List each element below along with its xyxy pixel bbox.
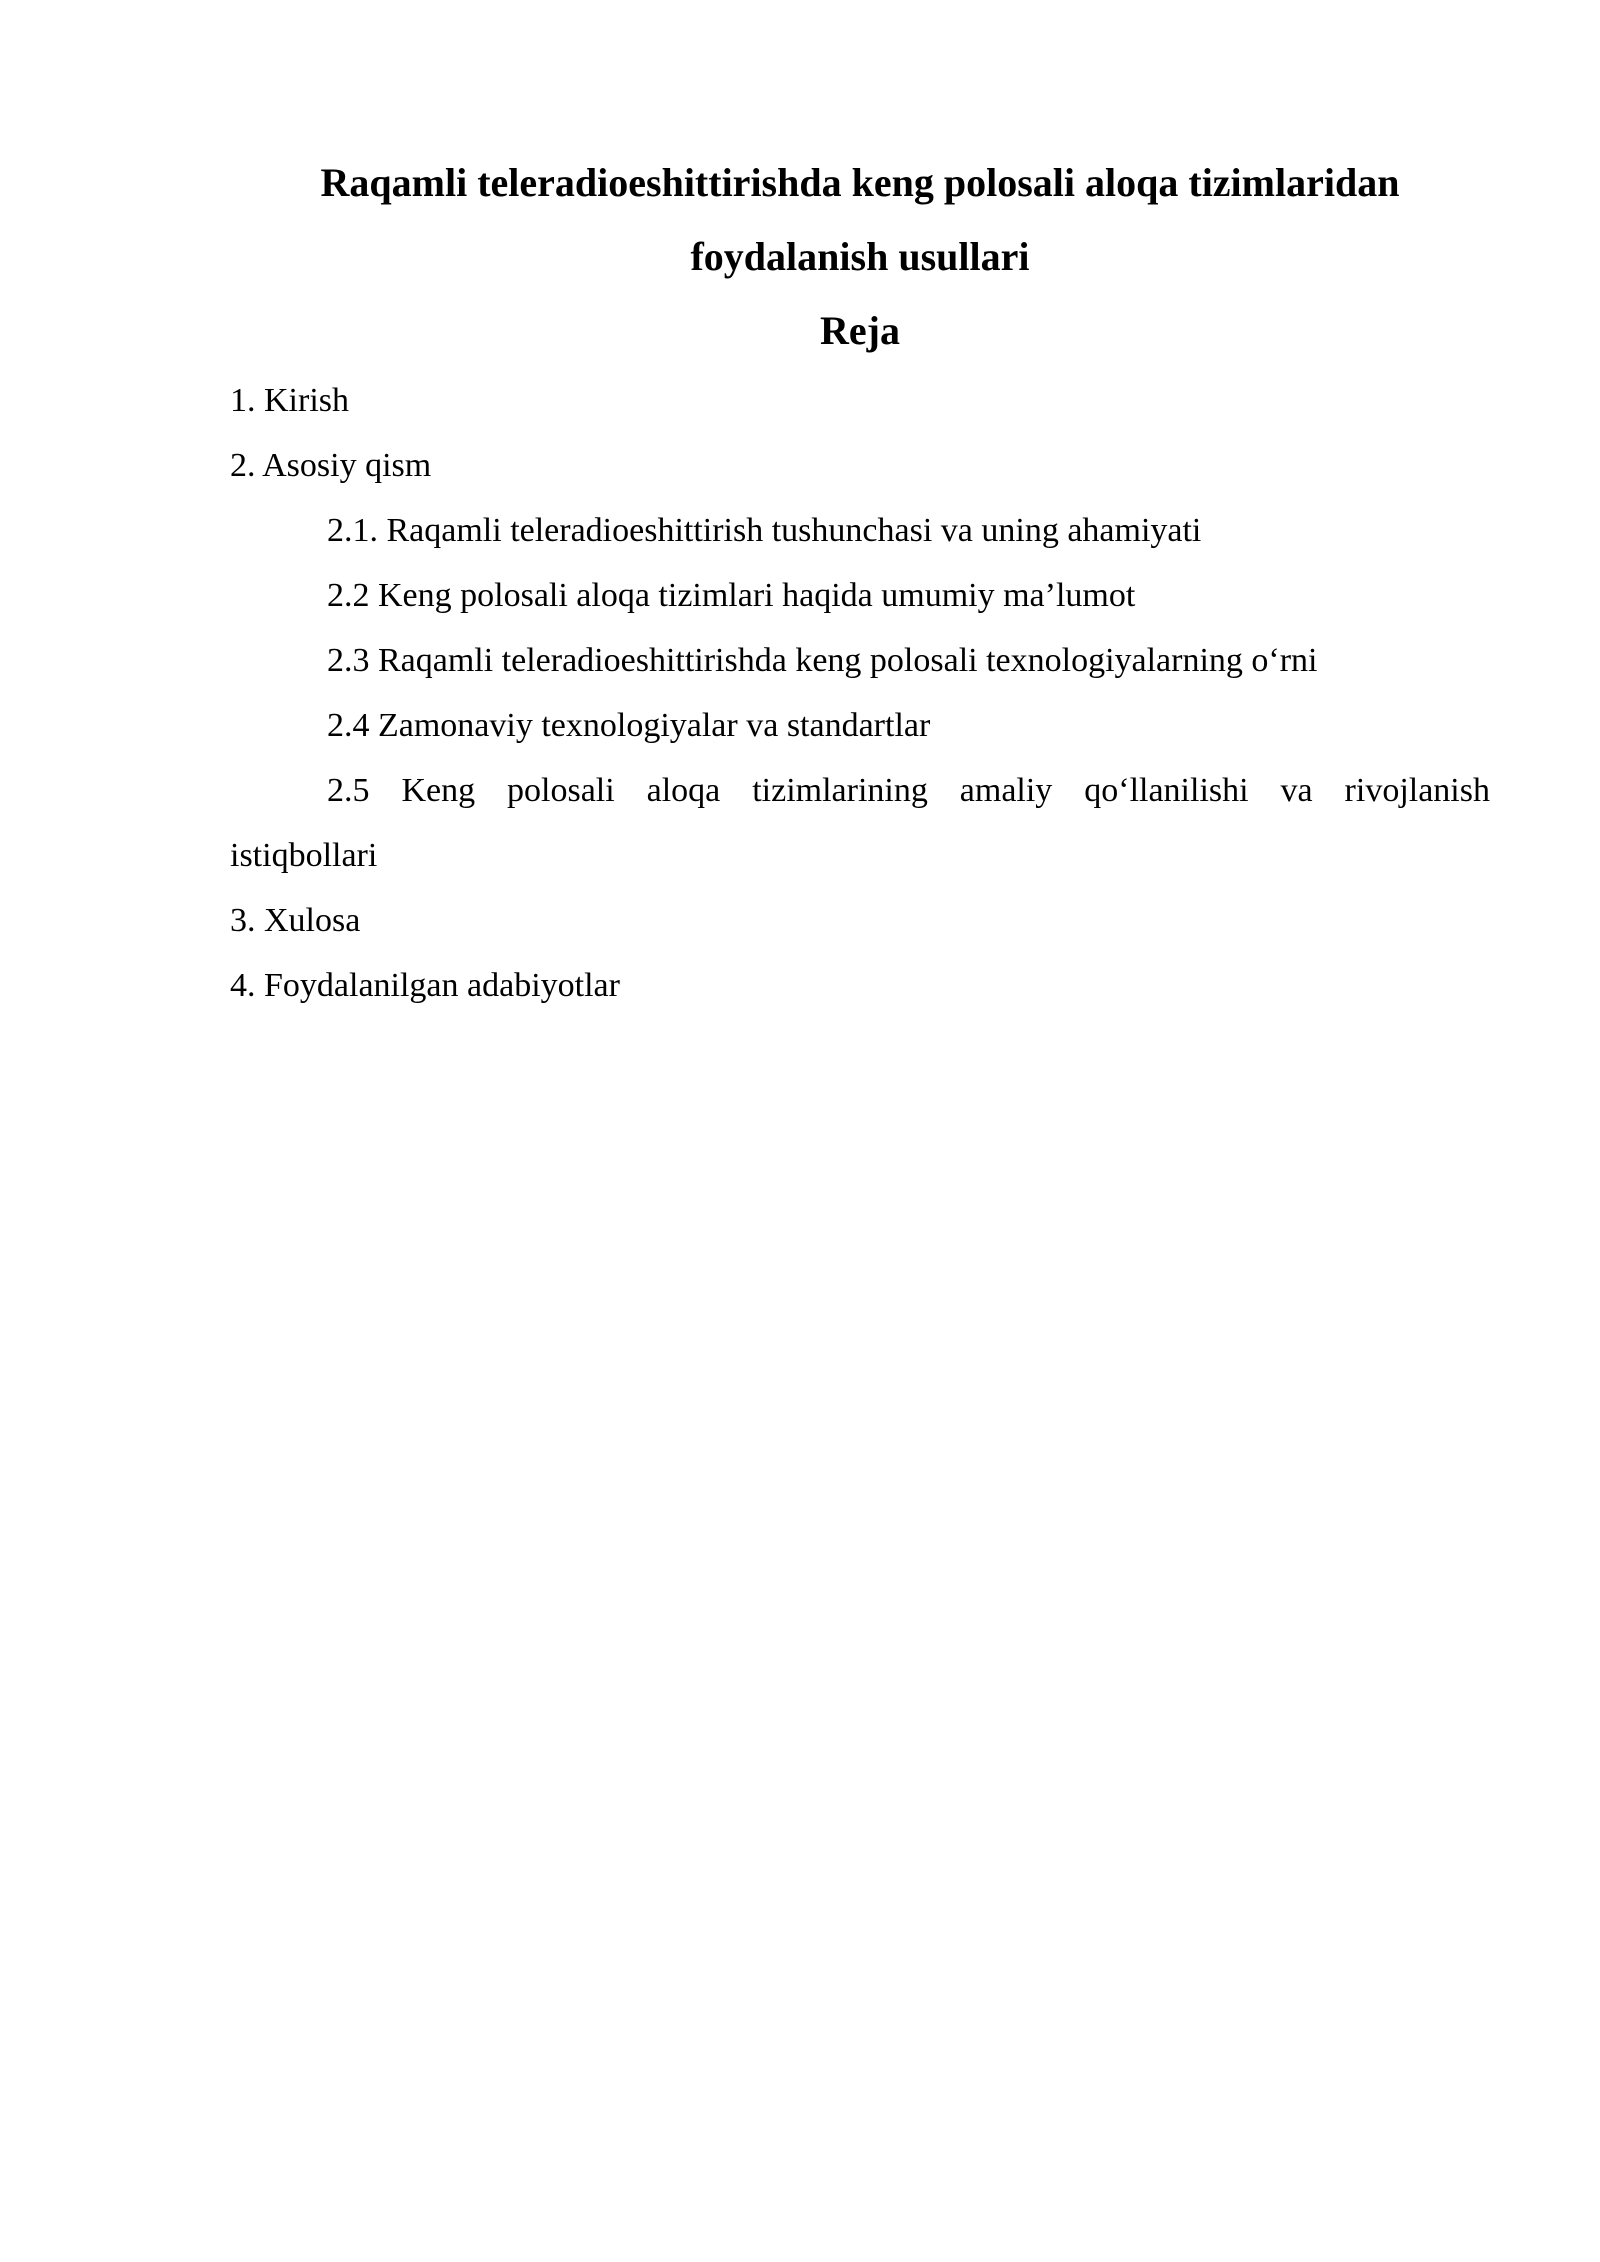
plan-list (230, 368, 1490, 1018)
plan-subitem-2-5: 2.5 Keng polosali aloqa tizimlarining amaliy qo‘llanilishi va rivojlanish (327, 772, 1490, 809)
plan-item-introduction: 1. Kirish (230, 382, 349, 419)
plan-item-main-part: 2. Asosiy qism (230, 447, 432, 484)
plan-subitem-2-5-continuation: istiqbollari (230, 837, 378, 874)
plan-item-references: 4. Foydalanilgan adabiyotlar (230, 967, 620, 1004)
plan-heading: Reja (820, 308, 900, 353)
plan-item-conclusion: 3. Xulosa (230, 902, 361, 939)
document-title-line-1: Raqamli teleradioeshittirishda keng polosali aloqa tizimlaridan (320, 160, 1400, 205)
document-title-block (230, 146, 1490, 368)
document-title-line-2: foydalanish usullari (690, 234, 1030, 279)
plan-subitem-2-3: 2.3 Raqamli teleradioeshittirishda keng polosali texnologiyalarning o‘rni (327, 642, 1318, 679)
plan-subitem-2-1: 2.1. Raqamli teleradioeshittirish tushunchasi va uning ahamiyati (327, 512, 1202, 549)
plan-subitem-2-2: 2.2 Keng polosali aloqa tizimlari haqida umumiy ma’lumot (327, 577, 1136, 614)
plan-subitem-2-4: 2.4 Zamonaviy texnologiyalar va standartlar (327, 707, 931, 744)
